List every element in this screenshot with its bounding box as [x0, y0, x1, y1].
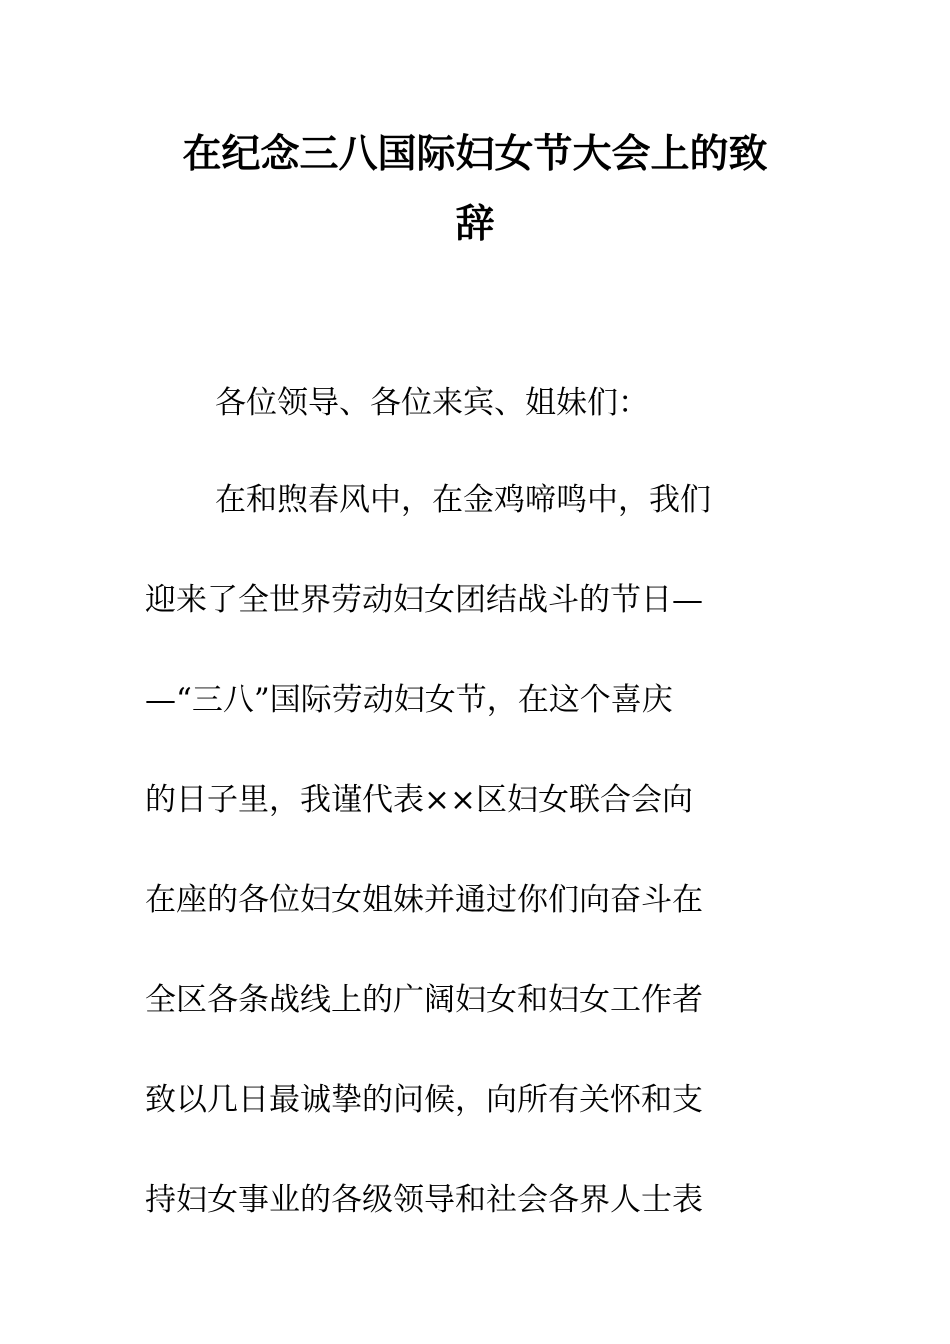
paragraph-line: 在座的各位妇女姐妹并通过你们向奋斗在 — [145, 882, 703, 918]
document-title — [145, 120, 805, 260]
paragraph-line: 全区各条战线上的广阔妇女和妇女工作者 — [145, 982, 703, 1018]
paragraph-line: 在和煦春风中，在金鸡啼鸣中，我们 — [215, 482, 711, 518]
title-line-1: 在纪念三八国际妇女节大会上的致 — [182, 132, 768, 177]
body-paragraph — [145, 475, 785, 1275]
paragraph-line: 持妇女事业的各级领导和社会各界人士表 — [145, 1182, 703, 1218]
title-line-2: 辞 — [455, 202, 495, 247]
paragraph-line: 迎来了全世界劳动妇女团结战斗的节日— — [145, 582, 703, 618]
paragraph-line: 致以几日最诚挚的问候，向所有关怀和支 — [145, 1082, 703, 1118]
paragraph-line: —“三八”国际劳动妇女节，在这个喜庆 — [145, 682, 673, 718]
salutation: 各位领导、各位来宾、姐妹们： — [215, 385, 649, 421]
paragraph-line: 的日子里，我谨代表××区妇女联合会向 — [145, 782, 693, 818]
